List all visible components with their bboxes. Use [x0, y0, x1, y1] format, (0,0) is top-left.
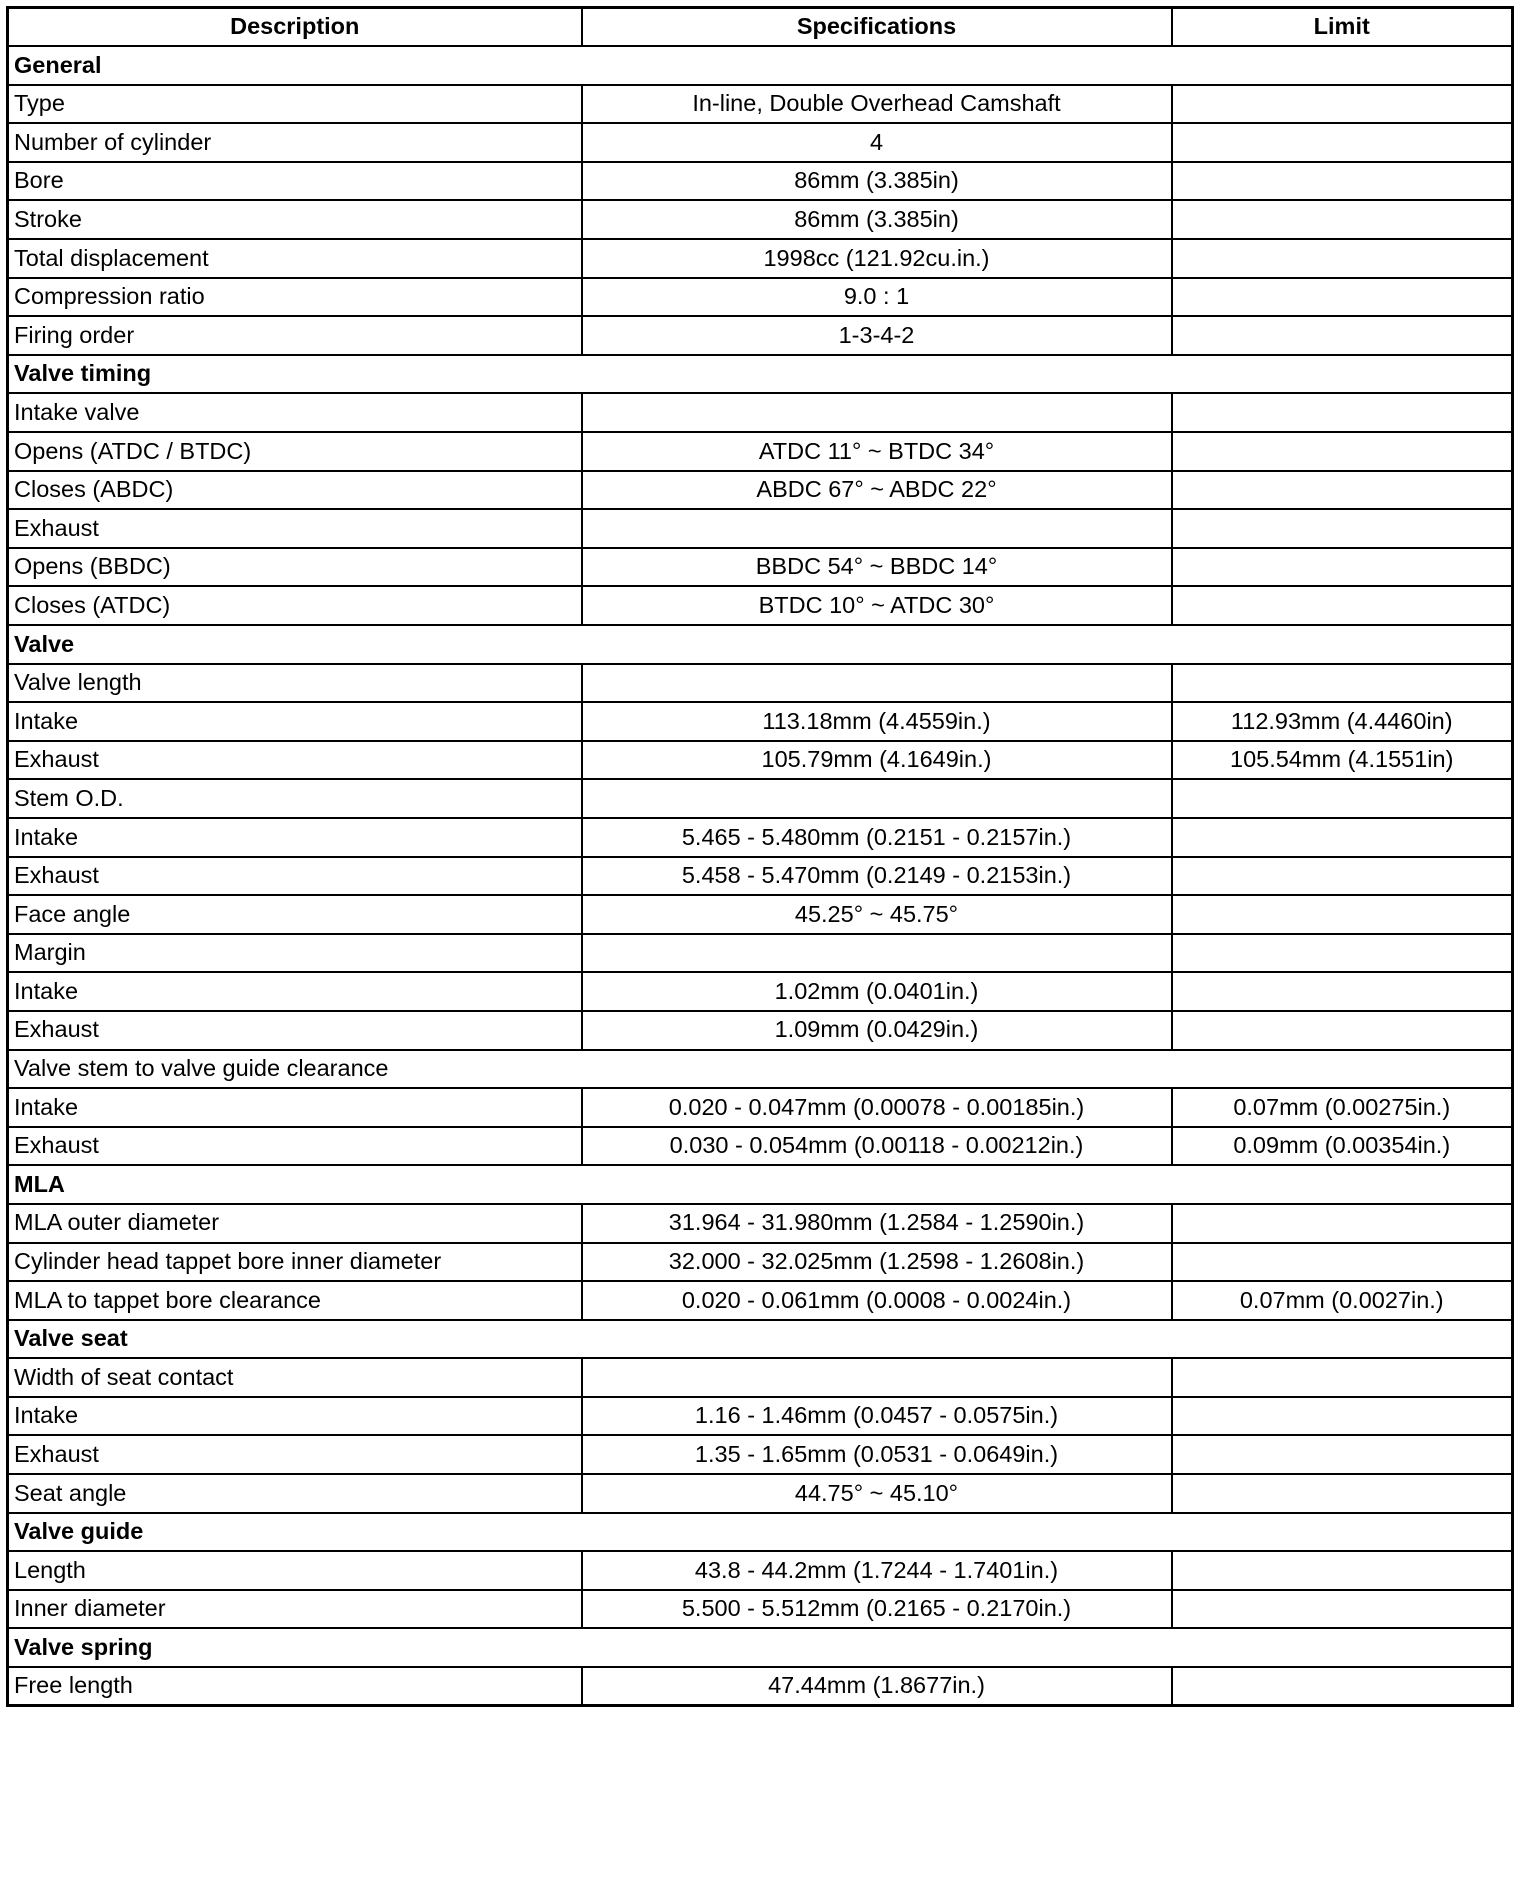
- limit-cell: [1172, 664, 1513, 703]
- limit-cell: [1172, 200, 1513, 239]
- description-cell: Intake: [8, 1397, 582, 1436]
- specification-cell: 44.75° ~ 45.10°: [582, 1474, 1172, 1513]
- specification-cell: 105.79mm (4.1649in.): [582, 741, 1172, 780]
- description-cell: MLA outer diameter: [8, 1204, 582, 1243]
- description-cell: Opens (BBDC): [8, 548, 582, 587]
- table-row: [8, 664, 1513, 703]
- table-row: [8, 1435, 1513, 1474]
- table-row: [8, 1667, 1513, 1706]
- table-row: [8, 471, 1513, 510]
- specification-cell: ATDC 11° ~ BTDC 34°: [582, 432, 1172, 471]
- limit-cell: [1172, 278, 1513, 317]
- limit-cell: 112.93mm (4.4460in): [1172, 702, 1513, 741]
- limit-cell: [1172, 1011, 1513, 1050]
- specification-cell: 0.020 - 0.061mm (0.0008 - 0.0024in.): [582, 1281, 1172, 1320]
- limit-cell: [1172, 1397, 1513, 1436]
- description-cell: Closes (ATDC): [8, 586, 582, 625]
- limit-cell: [1172, 162, 1513, 201]
- description-cell: Intake valve: [8, 393, 582, 432]
- table-row: [8, 432, 1513, 471]
- specification-cell: 86mm (3.385in): [582, 200, 1172, 239]
- section-title: Valve spring: [8, 1628, 1513, 1667]
- description-cell: Opens (ATDC / BTDC): [8, 432, 582, 471]
- table-row: [8, 1590, 1513, 1629]
- specification-cell: ABDC 67° ~ ABDC 22°: [582, 471, 1172, 510]
- table-row: [8, 393, 1513, 432]
- description-cell: Width of seat contact: [8, 1358, 582, 1397]
- description-cell: Bore: [8, 162, 582, 201]
- group-row: [8, 1050, 1513, 1089]
- limit-cell: [1172, 972, 1513, 1011]
- section-row: [8, 1320, 1513, 1359]
- table-row: [8, 162, 1513, 201]
- specification-cell: 1-3-4-2: [582, 316, 1172, 355]
- specification-cell: 9.0 : 1: [582, 278, 1172, 317]
- header-specifications: Specifications: [582, 8, 1172, 47]
- description-cell: Length: [8, 1551, 582, 1590]
- limit-cell: [1172, 432, 1513, 471]
- table-row: [8, 741, 1513, 780]
- specification-cell: In-line, Double Overhead Camshaft: [582, 85, 1172, 124]
- table-row: [8, 818, 1513, 857]
- description-cell: Firing order: [8, 316, 582, 355]
- specification-cell: 1.35 - 1.65mm (0.0531 - 0.0649in.): [582, 1435, 1172, 1474]
- table-row: [8, 857, 1513, 896]
- table-row: [8, 586, 1513, 625]
- limit-cell: 0.07mm (0.00275in.): [1172, 1088, 1513, 1127]
- specification-cell: 5.465 - 5.480mm (0.2151 - 0.2157in.): [582, 818, 1172, 857]
- specification-cell: [582, 664, 1172, 703]
- limit-cell: [1172, 509, 1513, 548]
- description-cell: Number of cylinder: [8, 123, 582, 162]
- table-row: [8, 239, 1513, 278]
- limit-cell: 0.09mm (0.00354in.): [1172, 1127, 1513, 1166]
- description-cell: Exhaust: [8, 1127, 582, 1166]
- specification-cell: 47.44mm (1.8677in.): [582, 1667, 1172, 1706]
- table-row: [8, 1011, 1513, 1050]
- table-row: [8, 1551, 1513, 1590]
- limit-cell: [1172, 393, 1513, 432]
- description-cell: Valve length: [8, 664, 582, 703]
- description-cell: Intake: [8, 1088, 582, 1127]
- specification-cell: 1.16 - 1.46mm (0.0457 - 0.0575in.): [582, 1397, 1172, 1436]
- limit-cell: [1172, 1590, 1513, 1629]
- table-row: [8, 278, 1513, 317]
- description-cell: Free length: [8, 1667, 582, 1706]
- section-row: [8, 46, 1513, 85]
- description-cell: Compression ratio: [8, 278, 582, 317]
- specification-cell: 31.964 - 31.980mm (1.2584 - 1.2590in.): [582, 1204, 1172, 1243]
- description-cell: Exhaust: [8, 857, 582, 896]
- description-cell: Exhaust: [8, 509, 582, 548]
- limit-cell: [1172, 895, 1513, 934]
- limit-cell: [1172, 779, 1513, 818]
- limit-cell: [1172, 316, 1513, 355]
- limit-cell: [1172, 548, 1513, 587]
- description-cell: Stem O.D.: [8, 779, 582, 818]
- description-cell: Intake: [8, 972, 582, 1011]
- table-row: [8, 123, 1513, 162]
- table-row: [8, 1088, 1513, 1127]
- table-row: [8, 779, 1513, 818]
- specification-cell: [582, 393, 1172, 432]
- table-row: [8, 548, 1513, 587]
- limit-cell: [1172, 471, 1513, 510]
- section-title: General: [8, 46, 1513, 85]
- section-title: Valve guide: [8, 1513, 1513, 1552]
- limit-cell: 105.54mm (4.1551in): [1172, 741, 1513, 780]
- section-title: Valve seat: [8, 1320, 1513, 1359]
- description-cell: Seat angle: [8, 1474, 582, 1513]
- header-description: Description: [8, 8, 582, 47]
- limit-cell: [1172, 1435, 1513, 1474]
- description-cell: MLA to tappet bore clearance: [8, 1281, 582, 1320]
- limit-cell: [1172, 1358, 1513, 1397]
- description-cell: Exhaust: [8, 1435, 582, 1474]
- table-row: [8, 895, 1513, 934]
- table-row: [8, 1358, 1513, 1397]
- section-row: [8, 355, 1513, 394]
- header-limit: Limit: [1172, 8, 1513, 47]
- spec-table: [6, 6, 1514, 1707]
- description-cell: Inner diameter: [8, 1590, 582, 1629]
- description-cell: Face angle: [8, 895, 582, 934]
- description-cell: Total displacement: [8, 239, 582, 278]
- header-row: [8, 8, 1513, 47]
- section-title: MLA: [8, 1165, 1513, 1204]
- group-label: Valve stem to valve guide clearance: [8, 1050, 1513, 1089]
- table-row: [8, 1281, 1513, 1320]
- table-row: [8, 509, 1513, 548]
- limit-cell: [1172, 934, 1513, 973]
- specification-cell: [582, 934, 1172, 973]
- specification-cell: 32.000 - 32.025mm (1.2598 - 1.2608in.): [582, 1243, 1172, 1282]
- limit-cell: [1172, 1204, 1513, 1243]
- limit-cell: [1172, 1474, 1513, 1513]
- specification-cell: 86mm (3.385in): [582, 162, 1172, 201]
- description-cell: Intake: [8, 702, 582, 741]
- limit-cell: [1172, 1667, 1513, 1706]
- description-cell: Stroke: [8, 200, 582, 239]
- table-row: [8, 1127, 1513, 1166]
- specification-cell: 0.020 - 0.047mm (0.00078 - 0.00185in.): [582, 1088, 1172, 1127]
- specification-cell: 113.18mm (4.4559in.): [582, 702, 1172, 741]
- specification-cell: [582, 779, 1172, 818]
- section-title: Valve timing: [8, 355, 1513, 394]
- specification-cell: 4: [582, 123, 1172, 162]
- limit-cell: [1172, 1243, 1513, 1282]
- limit-cell: [1172, 123, 1513, 162]
- limit-cell: [1172, 857, 1513, 896]
- table-row: [8, 200, 1513, 239]
- table-row: [8, 1204, 1513, 1243]
- table-body: [8, 46, 1513, 1706]
- table-row: [8, 972, 1513, 1011]
- description-cell: Type: [8, 85, 582, 124]
- limit-cell: [1172, 1551, 1513, 1590]
- specification-cell: [582, 509, 1172, 548]
- specification-cell: 1.02mm (0.0401in.): [582, 972, 1172, 1011]
- specification-cell: [582, 1358, 1172, 1397]
- section-title: Valve: [8, 625, 1513, 664]
- table-row: [8, 316, 1513, 355]
- description-cell: Exhaust: [8, 1011, 582, 1050]
- description-cell: Cylinder head tappet bore inner diameter: [8, 1243, 582, 1282]
- specification-cell: 0.030 - 0.054mm (0.00118 - 0.00212in.): [582, 1127, 1172, 1166]
- table-row: [8, 1474, 1513, 1513]
- table-row: [8, 1397, 1513, 1436]
- section-row: [8, 625, 1513, 664]
- section-row: [8, 1513, 1513, 1552]
- specification-cell: 45.25° ~ 45.75°: [582, 895, 1172, 934]
- limit-cell: [1172, 586, 1513, 625]
- table-header: [8, 8, 1513, 47]
- section-row: [8, 1628, 1513, 1667]
- limit-cell: [1172, 818, 1513, 857]
- specification-cell: 43.8 - 44.2mm (1.7244 - 1.7401in.): [582, 1551, 1172, 1590]
- description-cell: Margin: [8, 934, 582, 973]
- limit-cell: [1172, 239, 1513, 278]
- section-row: [8, 1165, 1513, 1204]
- limit-cell: 0.07mm (0.0027in.): [1172, 1281, 1513, 1320]
- description-cell: Intake: [8, 818, 582, 857]
- specification-cell: 5.500 - 5.512mm (0.2165 - 0.2170in.): [582, 1590, 1172, 1629]
- specification-cell: BBDC 54° ~ BBDC 14°: [582, 548, 1172, 587]
- table-row: [8, 85, 1513, 124]
- table-row: [8, 934, 1513, 973]
- table-row: [8, 1243, 1513, 1282]
- specification-cell: 1.09mm (0.0429in.): [582, 1011, 1172, 1050]
- table-row: [8, 702, 1513, 741]
- specification-cell: BTDC 10° ~ ATDC 30°: [582, 586, 1172, 625]
- specification-cell: 5.458 - 5.470mm (0.2149 - 0.2153in.): [582, 857, 1172, 896]
- limit-cell: [1172, 85, 1513, 124]
- description-cell: Exhaust: [8, 741, 582, 780]
- description-cell: Closes (ABDC): [8, 471, 582, 510]
- specification-cell: 1998cc (121.92cu.in.): [582, 239, 1172, 278]
